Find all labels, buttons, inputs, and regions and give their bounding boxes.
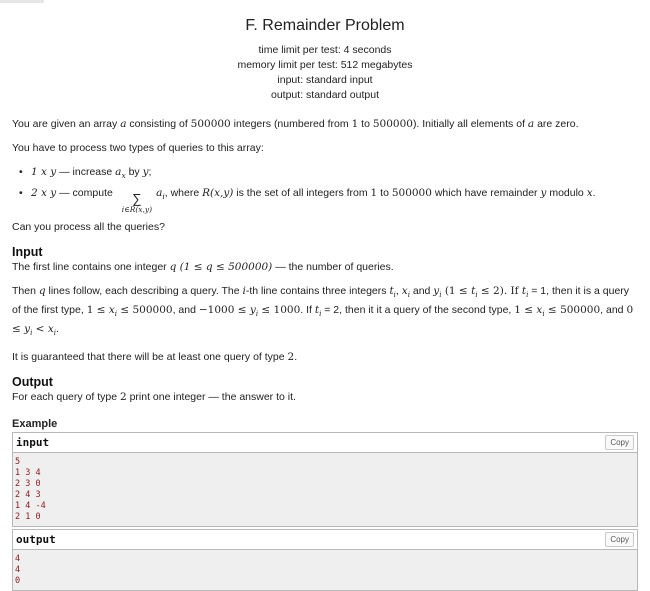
- output-paragraph: For each query of type 2 print one integer — the answer to it.: [12, 391, 296, 404]
- copy-output-button[interactable]: Copy: [605, 532, 634, 547]
- summation: ∑ i∈R(x,y): [121, 191, 153, 215]
- sample-line: 2 3 0: [15, 479, 41, 490]
- sample-line: 4: [15, 565, 21, 576]
- query-types-list: [12, 164, 638, 215]
- list-item: • 2 x y — compute ∑ i∈R(x,y) $a_i$, where R(x,y) is the set of all integers from 1 to 500000 which have remainder y modulo x.: [19, 187, 596, 215]
- sample-line: 1 3 4: [15, 468, 41, 479]
- top-tab-strip: [0, 0, 44, 3]
- statement-paragraph-1: You are given an array a consisting of 500000 integers (numbered from 1 to 500000). Initially all elements of a are zero.: [12, 118, 579, 130]
- input-paragraph-3: It is guaranteed that there will be at least one query of type 2.: [12, 351, 298, 364]
- copy-input-button[interactable]: Copy: [605, 435, 634, 450]
- sample-output-content: [13, 550, 637, 590]
- statement-paragraph-3: Can you process all the queries?: [12, 221, 165, 234]
- time-limit: time limit per test: 4 seconds: [258, 44, 392, 56]
- sample-output-box: [12, 529, 638, 591]
- input-paragraph-1: The first line contains one integer q (1 ≤ q ≤ 500000) — the number of queries.: [12, 261, 394, 274]
- sample-line: 2 4 3: [15, 490, 41, 501]
- sample-line: 2 1 0: [15, 512, 41, 523]
- sample-line: 5: [15, 457, 21, 468]
- input-paragraph-2: Then q lines follow, each describing a query. The i-th line contains three integers $t_i$, $x_i$ and $y_i$ $(1 \le t_i \le 2)$. If $t_i = 1$, then it is a query of the first type, $1 \le x_i \le 500000$, and $-1000 \le y_i \le 1000$. If $t_i = 2$, then it it a query of the second type, $1 \le x_i \le 500000$, and $0 \le y_i < x_i$.: [12, 285, 634, 338]
- sample-input-header: [13, 433, 637, 453]
- problem-title: F. Remainder Problem: [245, 17, 405, 34]
- sample-line: 0: [15, 576, 21, 587]
- sample-input-label: input: [16, 436, 50, 450]
- example-title: Example: [12, 418, 58, 431]
- sample-line: 4: [15, 554, 21, 565]
- sample-input-content: [13, 453, 637, 526]
- output-spec: output: standard output: [271, 89, 379, 101]
- statement-paragraph-2: You have to process two types of queries to this array:: [12, 142, 264, 154]
- sample-line: 1 4 -4: [15, 501, 46, 512]
- memory-limit: memory limit per test: 512 megabytes: [237, 59, 413, 71]
- sample-input-box: [12, 432, 638, 527]
- input-heading: Input: [12, 245, 43, 260]
- problem-header: [0, 0, 650, 103]
- input-spec: input: standard input: [277, 74, 373, 86]
- output-heading: Output: [12, 375, 53, 390]
- problem-statement: [0, 117, 650, 591]
- sample-output-header: [13, 530, 637, 550]
- list-item: • 1 x y — increase $a_x$ by y;: [19, 166, 152, 181]
- sample-output-label: output: [16, 533, 56, 547]
